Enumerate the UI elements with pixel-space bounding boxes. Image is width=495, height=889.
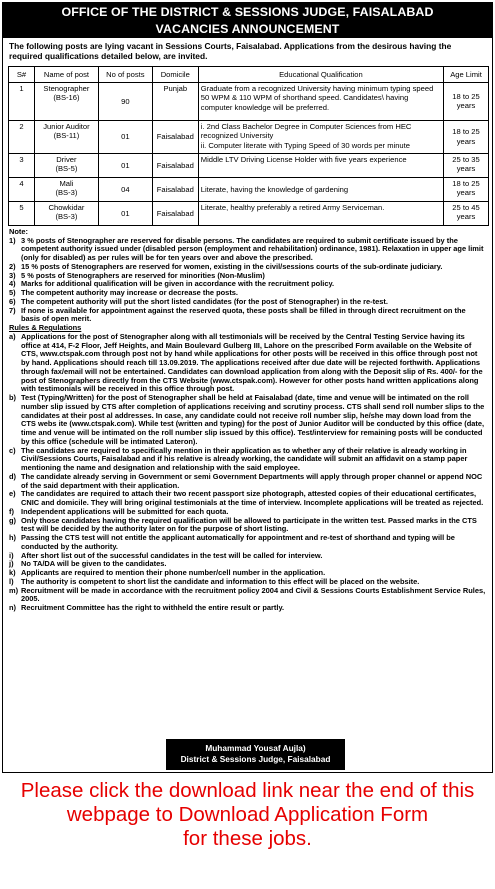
age-unit: years	[456, 188, 476, 198]
list-marker: c)	[9, 445, 16, 455]
list-marker: 4)	[9, 279, 16, 289]
post-name: Driver	[56, 154, 77, 164]
list-marker: f)	[9, 506, 14, 516]
age-range: 25 to 35	[452, 154, 480, 164]
age-range: 18 to 25	[452, 127, 480, 137]
post-name: Stenographer	[43, 83, 90, 93]
table-row	[9, 201, 489, 225]
cell-qualification: Literate, healthy preferably a retired Army Serviceman.	[198, 201, 443, 225]
cell-post	[34, 120, 98, 153]
cell-domicile: Faisalabad	[152, 153, 198, 177]
ad-subtitle: VACANCIES ANNOUNCEMENT	[155, 22, 340, 36]
post-grade: (BS-11)	[53, 131, 80, 141]
col-header-domicile: Domicile	[152, 66, 198, 82]
list-text: 3 % posts of Stenographer are reserved for disable persons. The candidates are required to submit certificate issued by the competent authority issued under (disabled person (employment and rehabilitation) ordinance, 1981). Relaxation in upper age limit (only for disabled) as per rules will be for ten years over and above the prescribed.	[21, 235, 484, 263]
cell-age	[444, 177, 489, 201]
list-marker: e)	[9, 489, 16, 499]
list-text: Only those candidates having the required qualification will be allowed to participate in the written test. Passed marks in the CTS test will be decided by the authority later on for the purpose of short listing.	[21, 515, 477, 534]
cell-sn: 4	[9, 177, 35, 201]
qualification-line: ii. Computer literate with Typing Speed of 30 words per minute	[200, 140, 410, 150]
list-text: The competent authority will put the short listed candidates (for the post of Stenographer) in the re-test.	[21, 296, 388, 306]
post-grade: (BS-3)	[55, 188, 78, 198]
list-text: If none is available for appointment against the reserved quota, these posts shall be filled in through direct recruitment on the basis of open merit.	[21, 305, 466, 324]
download-notice-line: for these jobs.	[183, 827, 312, 850]
job-advertisement	[2, 2, 493, 773]
cell-post	[34, 201, 98, 225]
age-unit: years	[456, 212, 476, 222]
rule-item	[9, 447, 486, 473]
post-name: Mali	[59, 178, 74, 188]
age-unit: years	[456, 136, 476, 146]
download-notice-line: webpage to Download Application Form	[66, 803, 429, 826]
note-item	[9, 307, 486, 325]
cell-count: 90	[98, 82, 152, 120]
cell-sn: 1	[9, 82, 35, 120]
list-text: The competent authority may increase or decrease the posts.	[21, 288, 238, 298]
col-header-sn: S#	[9, 66, 35, 82]
list-text: Marks for additional qualification will be given in accordance with the recruitment policy.	[21, 279, 335, 289]
rule-item	[9, 604, 486, 613]
cell-post	[34, 153, 98, 177]
list-marker: 5)	[9, 288, 16, 298]
rules-title: Rules & Regulations	[9, 323, 82, 333]
notes-title: Note:	[9, 226, 29, 236]
list-text: The candidates are required to specifically mention in their application as to whether any of their relative is already working in Civil/Sessions Courts, Faisalabad and if his relative is already working, the candidate will submit an affidavit on a stamp paper mentioning the name and designation and relationship with the said employee.	[21, 445, 468, 473]
cell-post	[34, 82, 98, 120]
post-grade: (BS-5)	[55, 164, 78, 174]
note-item	[9, 237, 486, 263]
age-unit: years	[456, 164, 476, 174]
rule-item	[9, 333, 486, 394]
rule-item	[9, 587, 486, 605]
list-text: Test (Typing/Written) for the post of Stenographer shall be held at Faisalabad (date, time and venue will be intimated on the roll number slip issued by CTS after completion of applications receiving and scrutiny process. CTS shall send roll number slips to the candidates at their post al addresses. In case, any candidate could not receive roll number slip, he/she may down load from the CTS webs ite (www.ctspak.com). While test (written and typing) for the post of Junior Auditor will be conducted by this office (date, time and venue will be intimated on the roll number slip issued by this office). Test/interview for remaining posts will be conducted by this office (schedule will be intimated Lateron).	[21, 393, 485, 446]
cell-qualification: Graduate from a recognized University having minimum typing speed 50 WPM & 110 WPM of shorthand speed. Candidates\ having computer knowledge will be preferred.	[198, 82, 443, 120]
post-grade: (BS-3)	[55, 212, 78, 222]
cell-qualification: Literate, having the knowledge of gardening	[198, 177, 443, 201]
cell-domicile: Faisalabad	[152, 177, 198, 201]
list-text: Recruitment will be made in accordance with the recruitment policy 2004 and Civil & Sessions Courts Establishment Service Rules, 2005.	[21, 585, 486, 604]
list-text: No TA/DA will be given to the candidates.	[21, 559, 167, 569]
signature-block	[166, 739, 345, 770]
download-notice-line: Please click the download link near the end of this	[20, 779, 475, 802]
rule-item	[9, 394, 486, 447]
cell-count: 01	[98, 201, 152, 225]
cell-domicile: Faisalabad	[152, 120, 198, 153]
cell-domicile: Faisalabad	[152, 201, 198, 225]
cell-count: 04	[98, 177, 152, 201]
list-marker: 1)	[9, 235, 16, 245]
cell-domicile: Punjab	[152, 82, 198, 120]
list-marker: 2)	[9, 261, 16, 271]
cell-count: 01	[98, 153, 152, 177]
cell-qualification	[198, 120, 443, 153]
rules-list	[9, 333, 486, 613]
col-header-count: No of posts	[98, 66, 152, 82]
col-header-post: Name of post	[34, 66, 98, 82]
cell-age	[444, 153, 489, 177]
table-row	[9, 82, 489, 120]
list-marker: a)	[9, 331, 16, 341]
signatory-name: Muhammad Yousaf Aujla)	[205, 743, 306, 753]
table-row	[9, 177, 489, 201]
list-marker: i)	[9, 550, 14, 560]
age-range: 18 to 25	[452, 178, 480, 188]
col-header-qualification: Educational Qualification	[198, 66, 443, 82]
list-marker: k)	[9, 568, 16, 578]
list-marker: g)	[9, 515, 17, 525]
list-text: The candidates are required to attach their two recent passport size photograph, attested copies of their educational certificates, CNIC and domicile. They will bring original testimonials at the time of interview. Incomplete applications will be treated as rejected.	[21, 489, 484, 508]
post-grade: (BS-16)	[53, 93, 80, 103]
list-marker: m)	[9, 585, 19, 595]
qualification-line: i. 2nd Class Bachelor Degree in Computer Sciences from HEC recognized University	[200, 121, 412, 141]
list-text: 15 % posts of Stenographers are reserved for women, existing in the civil/sessions courts of the sub-ordinate judiciary.	[21, 261, 443, 271]
post-name: Junior Auditor	[43, 121, 90, 131]
rule-item	[9, 473, 486, 491]
cell-age	[444, 120, 489, 153]
ad-title: OFFICE OF THE DISTRICT & SESSIONS JUDGE, FAISALABAD	[61, 5, 434, 19]
table-header-row	[9, 66, 489, 82]
cell-post	[34, 177, 98, 201]
download-notice	[0, 779, 495, 851]
cell-age	[444, 201, 489, 225]
cell-sn: 2	[9, 120, 35, 153]
list-text: Applications for the post of Stenographer along with all testimonials will be received by the Central Testing Service having its office at 414, F-2 Floor, Jeff Heights, and Main Boulevard Gulberg III, Lahore on the prescribed Form available on the Website of CTS, www.ctspak.com through post not by hand while applications for other posts will be received in this office through post not by hand. Applications should reach till 13.09.2019. The applications received after due date will be rejected forthwith. Applications through fax/email will not be entertained. Candidates can download application from along with the Deposit slip of Rs. 400/- for the post of Stenographers directly from the CTS Website (www.ctspak.com). However for other posts hand written applications along with testimonials will be received in this office through post.	[21, 331, 483, 394]
list-text: After short list out of the successful candidates in the test will be called for interview.	[21, 550, 323, 560]
list-marker: 3)	[9, 270, 16, 280]
list-text: The authority is competent to short list the candidate and information to this effect will be placed on the website.	[21, 576, 420, 586]
age-range: 25 to 45	[452, 202, 480, 212]
list-marker: h)	[9, 533, 17, 543]
post-name: Chowkidar	[48, 202, 85, 212]
list-text: Recruitment Committee has the right to withheld the entire result or partly.	[21, 603, 285, 613]
age-range: 18 to 25	[452, 91, 480, 101]
cell-sn: 5	[9, 201, 35, 225]
notes-section	[3, 226, 492, 613]
intro-text: The following posts are lying vacant in Sessions Courts, Faisalabad. Applications from the desirous having the required qualifications detailed below, are invited.	[9, 41, 452, 62]
list-text: Applicants are required to mention their phone number/cell number in the application.	[21, 568, 326, 578]
cell-sn: 3	[9, 153, 35, 177]
rule-item	[9, 490, 486, 508]
cell-qualification: Middle LTV Driving License Holder with five years experience	[198, 153, 443, 177]
signatory-title: District & Sessions Judge, Faisalabad	[180, 754, 331, 764]
list-marker: n)	[9, 603, 17, 613]
list-marker: 7)	[9, 305, 16, 315]
list-text: Independent applications will be submitted for each quota.	[21, 506, 229, 516]
list-text: Passing the CTS test will not entitle the applicant automatically for appointment and re-test of shorthand and typing will be conducted by the authority.	[21, 533, 455, 551]
cell-count: 01	[98, 120, 152, 153]
rule-item	[9, 517, 486, 535]
table-row	[9, 153, 489, 177]
vacancy-table	[8, 66, 489, 226]
ad-header	[3, 3, 492, 38]
notes-list	[9, 237, 486, 325]
list-marker: d)	[9, 471, 17, 481]
list-marker: b)	[9, 393, 17, 403]
rule-item	[9, 534, 486, 552]
cell-age	[444, 82, 489, 120]
list-marker: 6)	[9, 296, 16, 306]
age-unit: years	[456, 101, 476, 111]
list-text: 5 % posts of Stenographers are reserved for minorities (Non-Muslim)	[21, 270, 265, 280]
col-header-age: Age Limit	[444, 66, 489, 82]
table-row	[9, 120, 489, 153]
list-marker: l)	[9, 576, 14, 586]
list-text: The candidate already serving in Government or semi Government Departments will apply through proper channel or append NOC of the said department with their application.	[21, 471, 483, 490]
list-marker: j)	[9, 559, 14, 569]
